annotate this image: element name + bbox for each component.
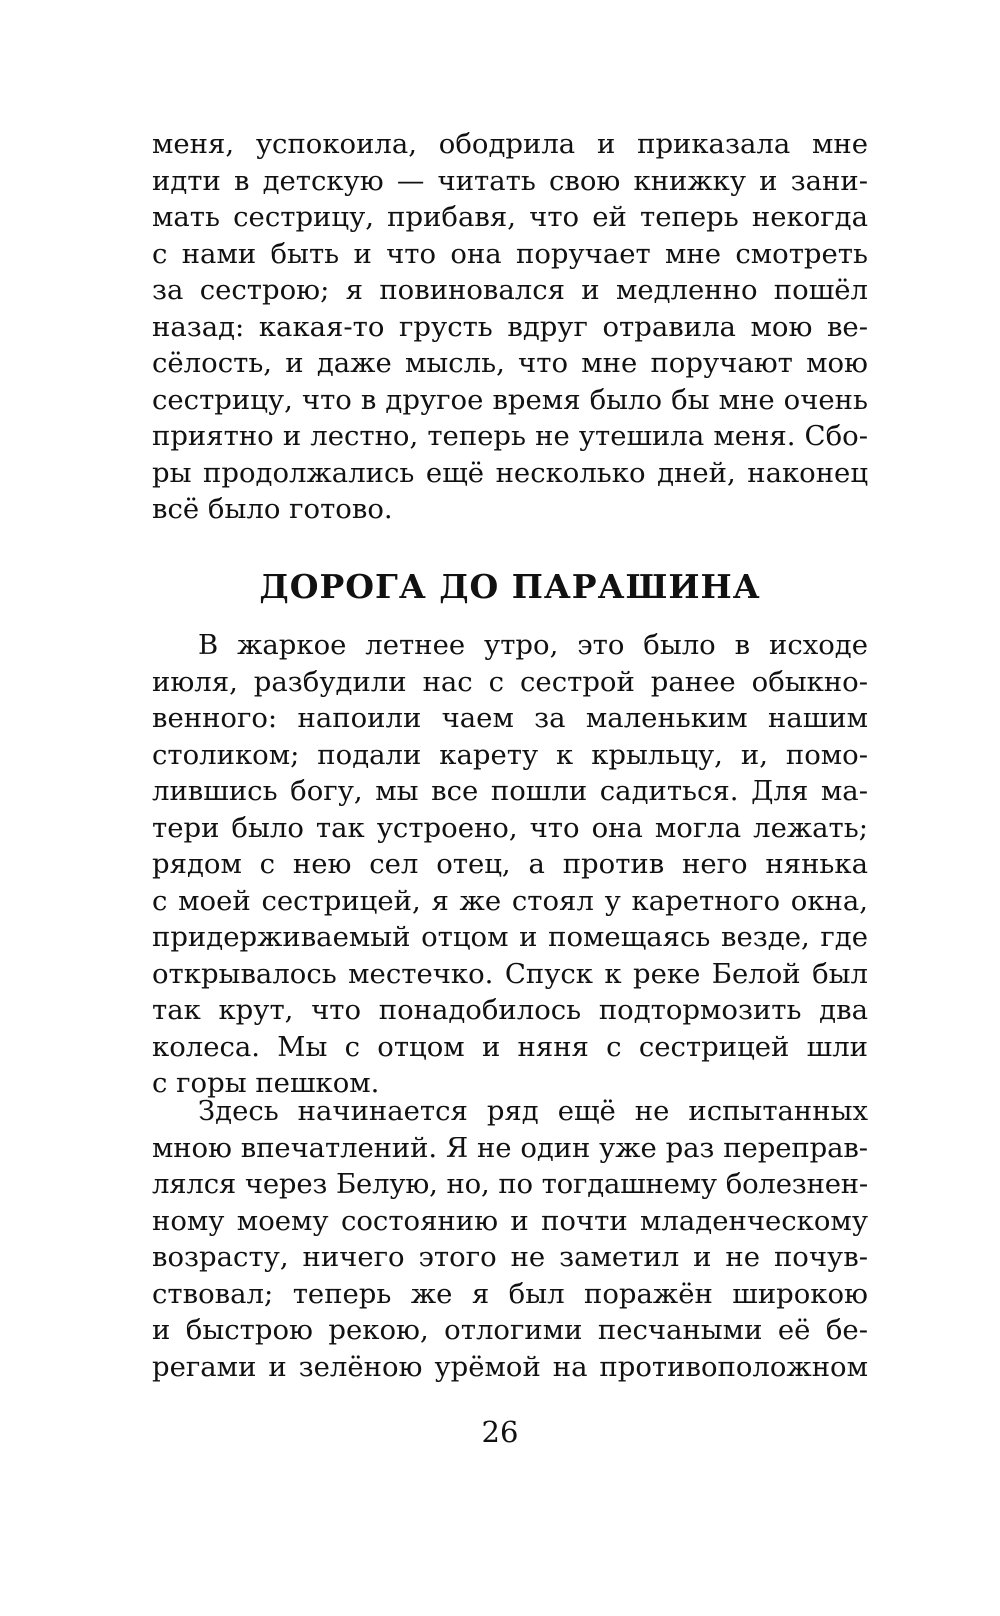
text-line: лялся через Белую, но, по тогдашнему болезнен- — [152, 1168, 868, 1200]
text-line: и быстрою рекою, отлогими песчаными её бе- — [152, 1314, 868, 1346]
page-number: 26 — [481, 1415, 519, 1449]
chapter-title: ДОРОГА ДО ПАРАШИНА — [259, 567, 761, 606]
text-line: сёлость, и даже мысль, что мне поручают мою — [152, 347, 868, 379]
text-line: так крут, что понадобилось подтормозить два — [152, 994, 868, 1026]
paragraph-2 — [152, 627, 868, 1102]
text-line: с нами быть и что она поручает мне смотреть — [152, 237, 868, 270]
paragraph-1 — [152, 126, 868, 528]
text-line: лившись богу, мы все пошли садиться. Для ма- — [152, 775, 868, 807]
text-line: регами и зелёною урёмой на противоположном — [152, 1350, 868, 1383]
text-line: столиком; подали карету к крыльцу, и, помо- — [152, 738, 868, 771]
text-line: венного: напоили чаем за маленьким нашим — [152, 702, 868, 734]
text-line: мною впечатлений. Я не один уже раз переправ- — [152, 1131, 868, 1164]
text-line: за сестрою; я повиновался и медленно пошёл — [152, 274, 868, 306]
text-line: возрасту, ничего этого не заметил и не почув- — [152, 1241, 868, 1273]
text-line: В жаркое летнее утро, это было в исходе — [198, 629, 868, 661]
text-line: тери было так устроено, что она могла лежать; — [152, 811, 868, 844]
text-line: с горы пешком. — [152, 1067, 380, 1099]
text-line: ствовал; теперь же я был поражён широкою — [152, 1277, 868, 1310]
text-line: придерживаемый отцом и помещаясь везде, где — [152, 921, 868, 953]
text-line: сестрицу, что в другое время было бы мне очень — [152, 383, 868, 416]
text-line: открывалось местечко. Спуск к реке Белой был — [152, 957, 868, 990]
paragraph-3 — [152, 1093, 868, 1385]
text-line: меня, успокоила, ободрила и приказала мне — [152, 128, 868, 160]
text-line: ному моему состоянию и почти младенческому — [152, 1204, 868, 1237]
text-line: с моей сестрицей, я же стоял у каретного окна, — [152, 884, 868, 917]
text-line: колеса. Мы с отцом и няня с сестрицей шли — [152, 1030, 868, 1063]
text-line: Здесь начинается ряд ещё не испытанных — [198, 1095, 868, 1127]
text-line: ры продолжались ещё несколько дней, наконец — [152, 456, 868, 489]
text-line: приятно и лестно, теперь не утешила меня. Сбо- — [152, 420, 868, 452]
text-line: всё было готово. — [152, 493, 393, 525]
text-line: мать сестрицу, прибавя, что ей теперь некогда — [152, 201, 868, 233]
text-line: назад: какая-то грусть вдруг отравила мою ве- — [152, 310, 868, 343]
text-line: рядом с нею сел отец, а против него нянька — [152, 848, 868, 880]
text-line: идти в детскую — читать свою книжку и зани- — [152, 164, 868, 197]
text-line: июля, разбудили нас с сестрой ранее обыкно- — [152, 665, 868, 698]
